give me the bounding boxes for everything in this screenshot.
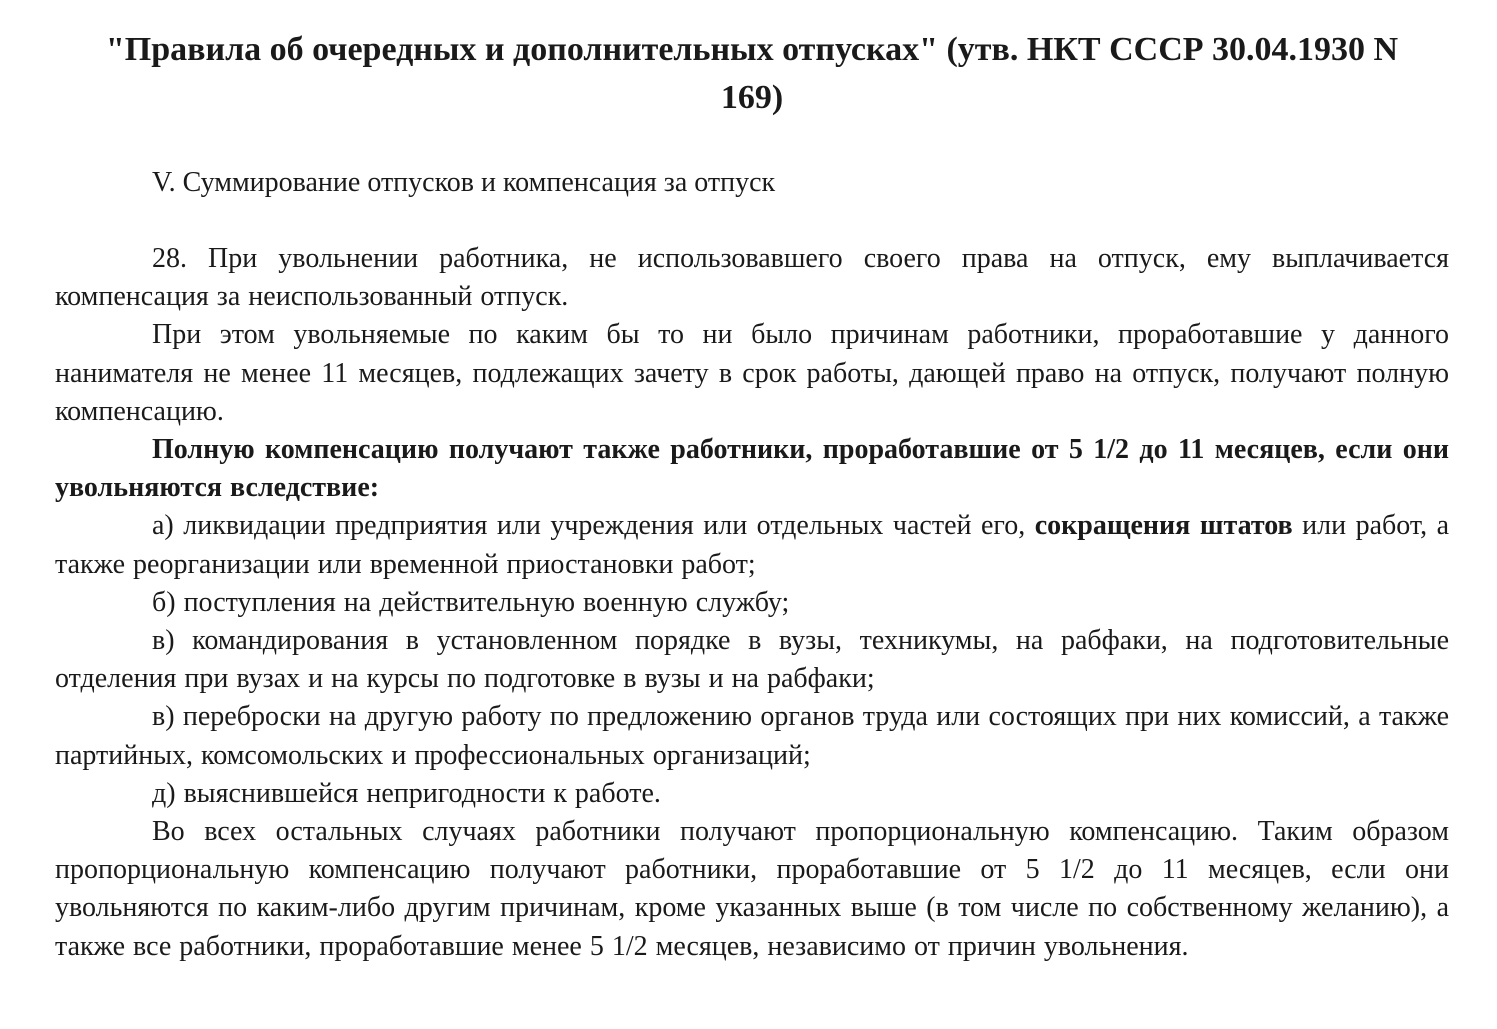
paragraph-28: 28. При увольнении работника, не использовавшего своего права на отпуск, ему выплачивается компенсация за неиспользованный отпуск.: [55, 243, 1449, 313]
section-heading: V. Суммирование отпусков и компенсация за отпуск: [152, 167, 776, 198]
paragraph-full-compensation-5-11-months: Полную компенсацию получают также работники, проработавшие от 5 1/2 до 11 месяцев, если они увольняются вследствие:: [55, 434, 1449, 504]
list-item-a: [55, 507, 1449, 583]
paragraph-proportional-compensation: Во всех остальных случаях работники получают пропорциональную компенсацию. Таким образом пропорциональную компенсацию получают работники, проработавшие от 5 1/2 до 11 месяцев, если они увольняются по каким-либо другим причинам, кроме указанных выше (в том числе по собственному желанию), а также все работники, проработавшие менее 5 1/2 месяцев, независимо от причин увольнения.: [55, 816, 1449, 962]
list-item-d: д) выяснившейся непригодности к работе.: [152, 777, 661, 809]
paragraph-full-compensation-11-months: При этом увольняемые по каким бы то ни было причинам работники, проработавшие у данного нанимателя не менее 11 месяцев, подлежащих зачету в срок работы, дающей право на отпуск, получают полную компенсацию.: [55, 319, 1449, 427]
document-title: "Правила об очередных и дополнительных отпусках" (утв. НКТ СССР 30.04.1930 N 169): [105, 31, 1399, 116]
document-body: [55, 240, 1449, 966]
list-item-a-emphasis: сокращения штатов: [1034, 510, 1293, 542]
list-item-a-text-end: или работ, а также реорганизации или временной приостановки работ;: [55, 510, 1449, 580]
list-item-a-text: а) ликвидации предприятия или учреждения или отдельных частей его,: [152, 510, 1035, 542]
list-item-v: в) командирования в установленном порядке в вузы, техникумы, на рабфаки, на подготовительные отделения при вузах и на курсы по подготовке в вузы и на рабфаки;: [55, 625, 1449, 695]
list-item-b: б) поступления на действительную военную службу;: [152, 586, 790, 618]
list-item-v-2: в) переброски на другую работу по предложению органов труда или состоящих при них комиссий, а также партийных, комсомольских и профессиональных организаций;: [55, 701, 1449, 771]
